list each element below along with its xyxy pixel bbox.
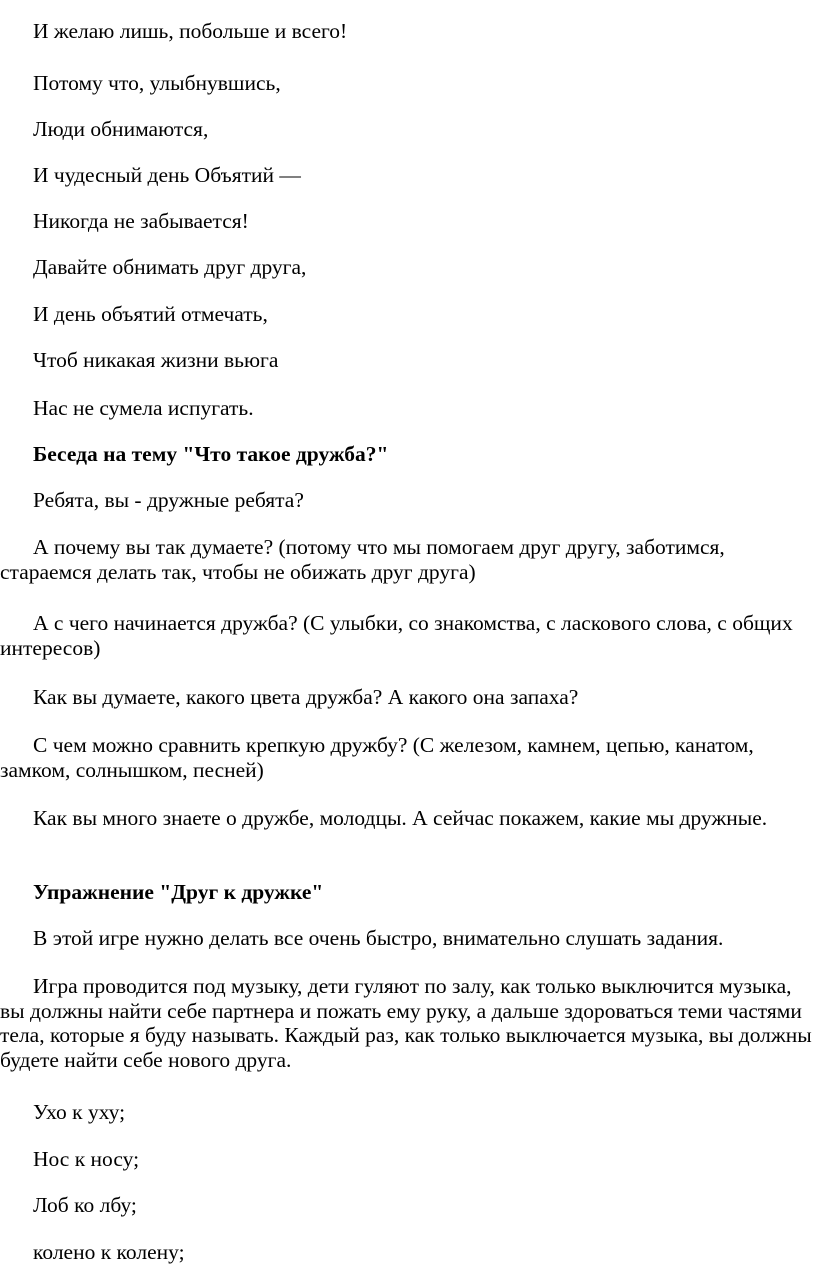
- paragraph: В этой игре нужно делать все очень быстро, внимательно слушать задания.: [33, 926, 724, 950]
- poem-line: Нас не сумела испугать.: [33, 396, 254, 420]
- list-item: колено к колену;: [33, 1240, 185, 1264]
- poem-line: Никогда не забывается!: [33, 209, 249, 233]
- poem-line: И чудесный день Объятий —: [33, 163, 301, 187]
- poem-line: Чтоб никакая жизни вьюга: [33, 348, 279, 372]
- paragraph: Ребята, вы - дружные ребята?: [33, 488, 304, 512]
- poem-line: Потому что, улыбнувшись,: [33, 71, 281, 95]
- list-item: Нос к носу;: [33, 1147, 140, 1171]
- paragraph: Игра проводится под музыку, дети гуляют по залу, как только выключится музыка, вы должны найти себе партнера и пожать ему руку, а дальше здороваться теми частями тела, которые я буду называть. Каждый раз, как только выключается музыка, вы должны будете найти себе нового друга.: [0, 974, 812, 1072]
- poem-line: И день объятий отмечать,: [33, 302, 268, 326]
- paragraph: Как вы много знаете о дружбе, молодцы. А сейчас покажем, какие мы дружные.: [33, 806, 768, 830]
- list-item: Ухо к уху;: [33, 1100, 126, 1124]
- poem-line: Люди обнимаются,: [33, 117, 209, 141]
- section-heading: Упражнение "Друг к дружке": [33, 880, 324, 904]
- section-heading: Беседа на тему "Что такое дружба?": [33, 442, 389, 466]
- paragraph: Как вы думаете, какого цвета дружба? А какого она запаха?: [33, 685, 579, 709]
- poem-line: Давайте обнимать друг друга,: [33, 255, 307, 279]
- paragraph: А с чего начинается дружба? (С улыбки, со знакомства, с ласкового слова, с общих интересов): [0, 611, 793, 660]
- paragraph: А почему вы так думаете? (потому что мы помогаем друг другу, заботимся, стараемся делать так, чтобы не обижать друг друга): [0, 535, 725, 584]
- paragraph: С чем можно сравнить крепкую дружбу? (С железом, камнем, цепью, канатом, замком, солнышком, песней): [0, 733, 754, 782]
- list-item: Лоб ко лбу;: [33, 1193, 137, 1217]
- poem-line: И желаю лишь, побольше и всего!: [33, 19, 348, 43]
